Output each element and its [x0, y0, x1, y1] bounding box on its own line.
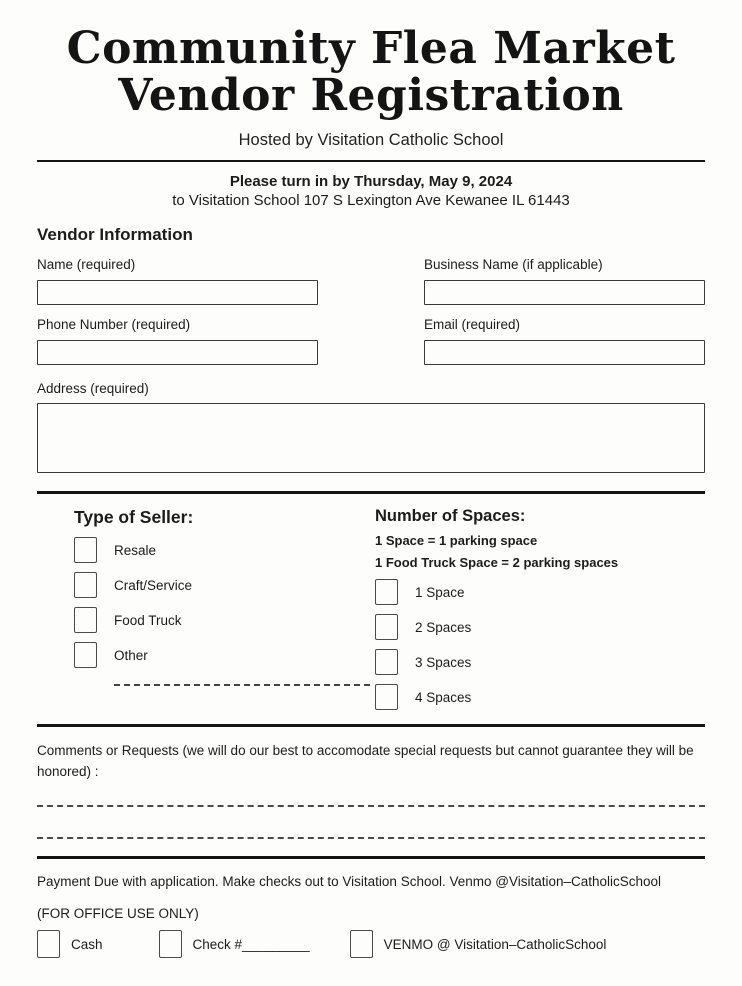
address-field-label: Address (required) — [37, 381, 149, 397]
two-spaces-label: 2 Spaces — [415, 619, 472, 635]
deadline-text: Please turn in by Thursday, May 9, 2024 — [229, 173, 513, 191]
three-spaces-label: 3 Spaces — [415, 654, 472, 670]
page-title — [37, 23, 705, 121]
vendor-info-heading: Vendor Information — [37, 225, 193, 245]
registration-form-page — [0, 23, 742, 958]
venmo-checkbox[interactable] — [350, 930, 373, 958]
check-option — [159, 930, 310, 958]
name-field-label: Name (required) — [37, 257, 136, 273]
other-write-in-line[interactable] — [114, 684, 370, 686]
seller-spaces-section — [37, 494, 705, 710]
vendor-info-grid — [37, 245, 705, 365]
spaces-option-row — [375, 614, 705, 640]
name-field[interactable] — [37, 280, 318, 305]
spaces-option-row — [375, 649, 705, 675]
spaces-note-2: 1 Food Truck Space = 2 parking spaces — [375, 555, 619, 571]
check-checkbox[interactable] — [159, 930, 182, 958]
spaces-column — [375, 507, 705, 710]
page-subtitle: Hosted by Visitation Catholic School — [238, 131, 504, 150]
seller-type-heading: Type of Seller: — [74, 507, 194, 528]
phone-field-label: Phone Number (required) — [37, 317, 191, 333]
payment-options-row — [37, 930, 705, 958]
comments-label: Comments or Requests (we will do our best to accomodate special requests but cannot guarantee they will be honored) : — [37, 743, 694, 780]
spaces-option-row — [375, 579, 705, 605]
venmo-option — [350, 930, 607, 958]
other-checkbox[interactable] — [74, 642, 97, 668]
page-title-line2: Vendor Registration — [118, 69, 624, 121]
office-use-only-label: (FOR OFFICE USE ONLY) — [37, 906, 199, 922]
seller-option-row — [74, 642, 375, 668]
seller-section-divider — [37, 724, 705, 727]
phone-field[interactable] — [37, 340, 318, 365]
venmo-label: VENMO @ Visitation–CatholicSchool — [383, 936, 607, 952]
spaces-heading: Number of Spaces: — [375, 507, 526, 526]
craft-service-label: Craft/Service — [114, 577, 193, 593]
seller-option-row — [74, 607, 375, 633]
business-name-field[interactable] — [424, 280, 705, 305]
header-divider — [37, 160, 705, 162]
food-truck-label: Food Truck — [114, 612, 182, 628]
check-number-label: Check #_________ — [192, 936, 310, 952]
email-field-label: Email (required) — [424, 317, 521, 333]
four-spaces-checkbox[interactable] — [375, 684, 398, 710]
comments-write-in-line-2[interactable] — [37, 837, 705, 839]
spaces-option-row — [375, 684, 705, 710]
two-spaces-checkbox[interactable] — [375, 614, 398, 640]
resale-label: Resale — [114, 542, 157, 558]
comments-section-divider — [37, 856, 705, 859]
one-space-checkbox[interactable] — [375, 579, 398, 605]
resale-checkbox[interactable] — [74, 537, 97, 563]
page-title-line1: Community Flea Market — [66, 23, 676, 74]
cash-checkbox[interactable] — [37, 930, 60, 958]
comments-write-in-line-1[interactable] — [37, 805, 705, 807]
food-truck-checkbox[interactable] — [74, 607, 97, 633]
seller-type-column — [37, 507, 375, 710]
four-spaces-label: 4 Spaces — [415, 689, 472, 705]
email-field[interactable] — [424, 340, 705, 365]
cash-option — [37, 930, 103, 958]
deadline-address: to Visitation School 107 S Lexington Ave Kewanee IL 61443 — [172, 192, 570, 210]
cash-label: Cash — [71, 936, 103, 952]
seller-option-row — [74, 537, 375, 563]
seller-option-row — [74, 572, 375, 598]
address-field[interactable] — [37, 403, 705, 473]
craft-service-checkbox[interactable] — [74, 572, 97, 598]
payment-note: Payment Due with application. Make checks out to Visitation School. Venmo @Visitation–CatholicSchool — [37, 874, 662, 890]
three-spaces-checkbox[interactable] — [375, 649, 398, 675]
business-name-field-label: Business Name (if applicable) — [424, 257, 603, 273]
one-space-label: 1 Space — [415, 584, 465, 600]
other-label: Other — [114, 647, 148, 663]
spaces-note-1: 1 Space = 1 parking space — [375, 533, 538, 549]
